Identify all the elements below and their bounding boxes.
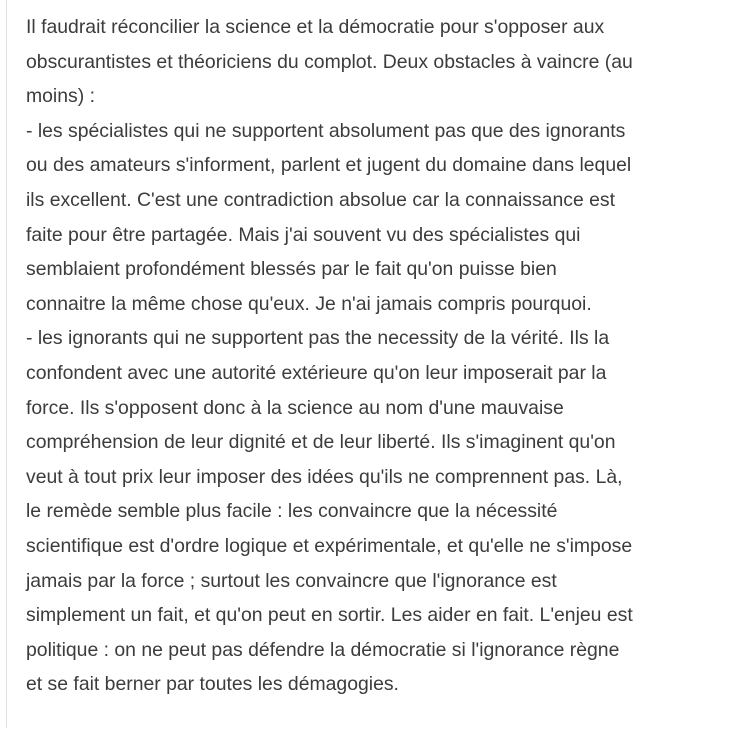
- comment-text: [26, 10, 742, 702]
- comment-line: veut à tout prix leur imposer des idées qu'ils ne comprennent pas. Là,: [26, 465, 623, 488]
- comment-line: - les ignorants qui ne supportent pas the necessity de la vérité. Ils la: [26, 327, 610, 350]
- comment-line: obscurantistes et théoriciens du complot. Deux obstacles à vaincre (au: [26, 50, 633, 73]
- comment-line: simplement un fait, et qu'on peut en sortir. Les aider en fait. L'enjeu est: [26, 604, 633, 627]
- comment-line: faite pour être partagée. Mais j'ai souvent vu des spécialistes qui: [26, 223, 581, 246]
- comment-line: semblaient profondément blessés par le fait qu'on puisse bien: [26, 258, 557, 281]
- comment-line: jamais par la force ; surtout les convaincre que l'ignorance est: [26, 569, 557, 592]
- comment-line: moins) :: [26, 85, 95, 108]
- comment-line: ou des amateurs s'informent, parlent et jugent du domaine dans lequel: [26, 154, 632, 177]
- comment-line: le remède semble plus facile : les convaincre que la nécessité: [26, 500, 558, 523]
- comment-line: - les spécialistes qui ne supportent absolument pas que des ignorants: [26, 119, 626, 142]
- comment-line: scientifique est d'ordre logique et expérimentale, et qu'elle ne s'impose: [26, 534, 633, 557]
- comment-line: compréhension de leur dignité et de leur liberté. Ils s'imaginent qu'on: [26, 431, 616, 454]
- comment-line: ils excellent. C'est une contradiction absolue car la connaissance est: [26, 188, 615, 211]
- comment-line: connaitre la même chose qu'eux. Je n'ai jamais compris pourquoi.: [26, 292, 592, 315]
- comment-line: et se fait berner par toutes les démagogies.: [26, 673, 399, 696]
- comment-line: force. Ils s'opposent donc à la science au nom d'une mauvaise: [26, 396, 564, 419]
- comment-line: politique : on ne peut pas défendre la démocratie si l'ignorance règne: [26, 638, 620, 661]
- comment-card: [6, 0, 741, 728]
- comment-line: confondent avec une autorité extérieure qu'on leur imposerait par la: [26, 361, 607, 384]
- comment-line: Il faudrait réconcilier la science et la démocratie pour s'opposer aux: [26, 16, 605, 38]
